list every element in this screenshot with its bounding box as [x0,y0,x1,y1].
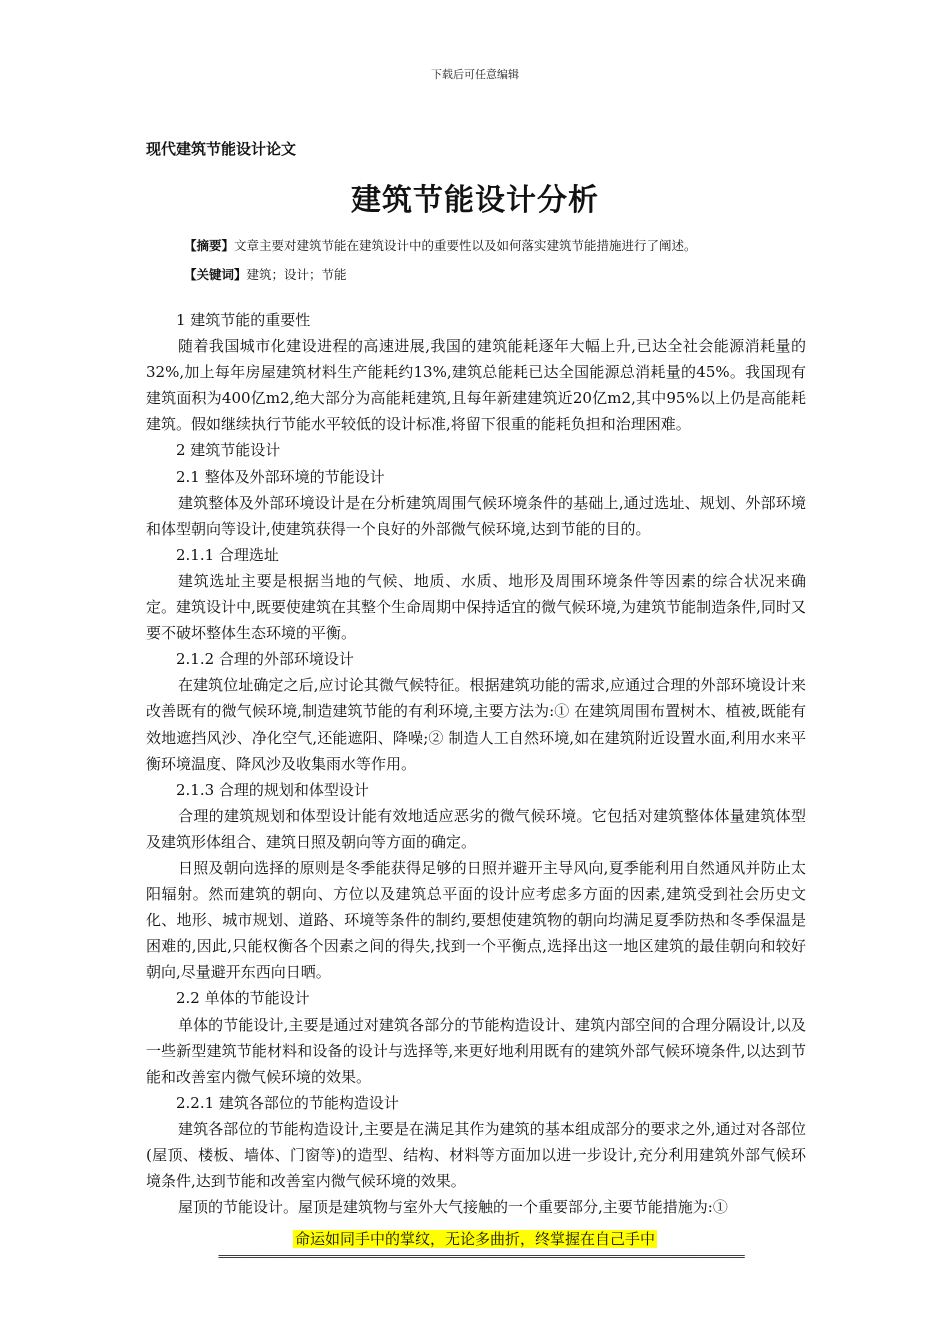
section-heading: 1 建筑节能的重要性 [176,311,311,329]
section-heading: 2.1.1 合理选址 [176,545,279,564]
keywords-text: 建筑；设计；节能 [246,267,347,282]
section-heading: 2.1.3 合理的规划和体型设计 [176,780,369,799]
body-paragraph: 建筑各部位的节能构造设计,主要是在满足其作为建筑的基本组成部分的要求之外,通过对各部位(屋顶、楼板、墙体、门窗等)的造型、结构、材料等方面加以进一步设计,充分利用建筑外部气候环境条件,达到节能和改善室内微气候环境的效果。 [146,1119,806,1191]
abstract-line [184,236,697,254]
section-heading: 2.1 整体及外部环境的节能设计 [176,467,385,486]
body-paragraph: 随着我国城市化建设进程的高速进展,我国的建筑能耗逐年大幅上升,已达全社会能源消耗量的32%,加上每年房屋建筑材料生产能耗约13%,建筑总能耗已达全国能源总消耗量的45%。我国现有建筑面积为400亿m2,绝大部分为高能耗建筑,且每年新建建筑近20亿m2,其中95%以上仍是高能耗建筑。假如继续执行节能水平较低的设计标准,将留下很重的能耗负担和治理困难。 [146,337,806,434]
body-paragraph: 日照及朝向选择的原则是冬季能获得足够的日照并避开主导风向,夏季能利用自然通风并防止太阳辐射。然而建筑的朝向、方位以及建筑总平面的设计应考虑多方面的因素,建筑受到社会历史文化、地形、城市规划、道路、环境等条件的制约,要想使建筑物的朝向均满足夏季防热和冬季保温是困难的,因此,只能权衡各个因素之间的得失,找到一个平衡点,选择出这一地区建筑的最佳朝向和较好朝向,尽量避开东西向日晒。 [146,858,806,982]
document-category-label: 现代建筑节能设计论文 [146,140,297,158]
section-heading: 2.2.1 建筑各部位的节能构造设计 [176,1093,399,1112]
section-heading: 2.1.2 合理的外部环境设计 [176,650,354,669]
abstract-text: 文章主要对建筑节能在建筑设计中的重要性以及如何落实建筑节能措施进行了阐述。 [234,238,697,253]
keywords-line [184,265,347,283]
page-title: 建筑节能设计分析 [351,183,599,218]
footer-divider: ================================================================================================= [218,1250,744,1263]
footer-motto-text: 命运如同手中的掌纹，无论多曲折，终掌握在自己手中 [294,1230,655,1248]
keywords-tag: 【关键词】 [184,267,247,282]
page-header-note: 下载后可任意编辑 [431,68,519,81]
footer-motto [0,1228,950,1249]
body-paragraph: 单体的节能设计,主要是通过对建筑各部分的节能构造设计、建筑内部空间的合理分隔设计,以及一些新型建筑节能材料和设备的设计与选择等,来更好地利用既有的建筑外部气候环境条件,以达到节能和改善室内微气候环境的效果。 [146,1015,806,1086]
abstract-tag: 【摘要】 [184,238,235,253]
article-body [146,307,806,1220]
body-paragraph: 建筑整体及外部环境设计是在分析建筑周围气候环境条件的基础上,通过选址、规划、外部环境和体型朝向等设计,使建筑获得一个良好的外部微气候环境,达到节能的目的。 [146,493,806,538]
body-paragraph: 合理的建筑规划和体型设计能有效地适应恶劣的微气候环境。它包括对建筑整体体量建筑体型及建筑形体组合、建筑日照及朝向等方面的确定。 [146,806,806,851]
body-paragraph: 屋顶的节能设计。屋顶是建筑物与室外大气接触的一个重要部分,主要节能措施为:① [178,1198,728,1217]
section-heading: 2.2 单体的节能设计 [176,989,310,1008]
body-paragraph: 建筑选址主要是根据当地的气候、地质、水质、地形及周围环境条件等因素的综合状况来确定。建筑设计中,既要使建筑在其整个生命周期中保持适宜的微气候环境,为建筑节能制造条件,同时又要不破坏整体生态环境的平衡。 [146,571,806,643]
section-heading: 2 建筑节能设计 [176,441,281,460]
body-paragraph: 在建筑位址确定之后,应讨论其微气候特征。根据建筑功能的需求,应通过合理的外部环境设计来改善既有的微气候环境,制造建筑节能的有利环境,主要方法为:① 在建筑周围布置树木、植被,既能有效地遮挡风沙、净化空气,还能遮阳、降噪;② 制造人工自然环境,如在建筑附近设置水面,利用水来平衡环境温度、降风沙及收集雨水等作用。 [146,676,806,773]
